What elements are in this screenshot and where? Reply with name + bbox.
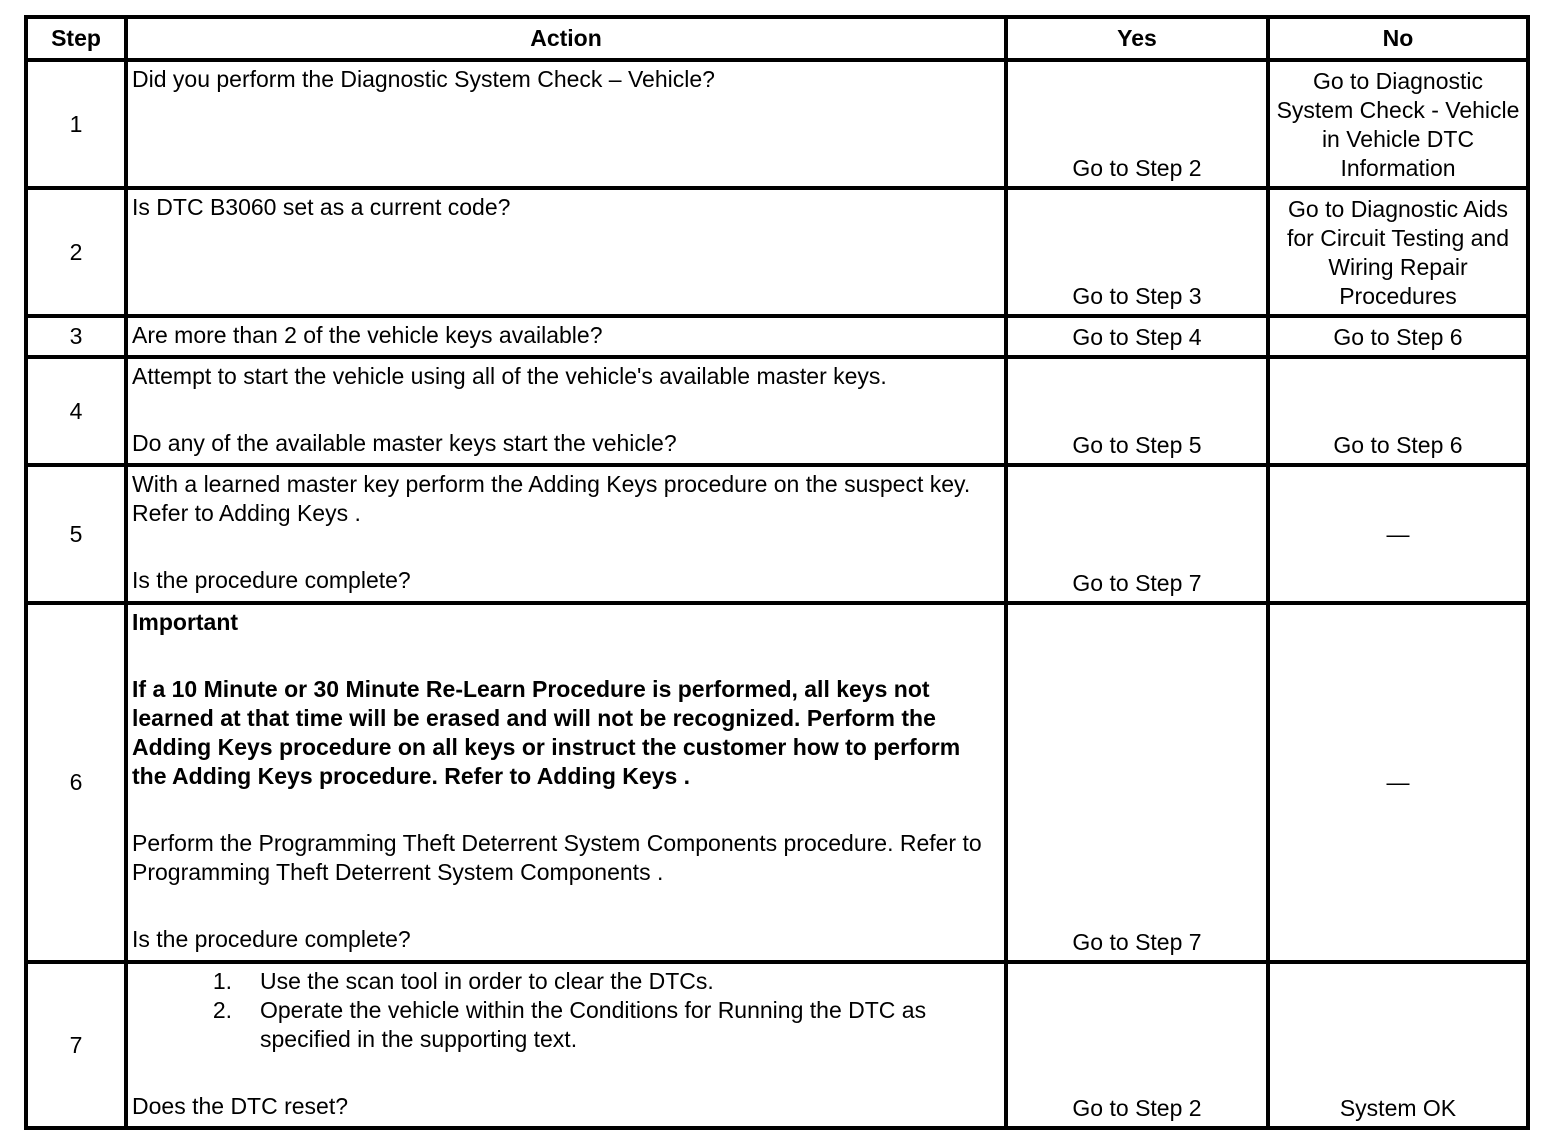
action-cell [126,188,1006,316]
step-number: 5 [26,465,126,603]
table-row [26,962,1528,1128]
action-cell [126,357,1006,465]
numbered-list [132,967,1000,1054]
step-number: 6 [26,603,126,962]
table-row [26,60,1528,188]
action-text: Perform the Programming Theft Deterrent System Components procedure. Refer to Programming Theft Deterrent System Components . [132,830,982,885]
diagnostic-table [24,15,1530,1130]
important-title: Important [132,609,239,635]
action-question: Does the DTC reset? [132,1093,349,1119]
step-number: 4 [26,357,126,465]
no-cell: Go to Step 6 [1268,316,1528,357]
header-row [26,17,1528,60]
action-text: Is DTC B3060 set as a current code? [132,194,511,220]
no-cell: — [1268,603,1528,962]
table-row [26,188,1528,316]
yes-cell: Go to Step 3 [1006,188,1268,316]
no-cell: Go to Diagnostic System Check - Vehicle in Vehicle DTC Information [1268,60,1528,188]
list-number: 2. [212,997,232,1023]
no-cell: — [1268,465,1528,603]
header-no: No [1268,17,1528,60]
step-number: 3 [26,316,126,357]
action-cell [126,465,1006,603]
step-number: 1 [26,60,126,188]
yes-cell: Go to Step 7 [1006,465,1268,603]
yes-cell: Go to Step 7 [1006,603,1268,962]
list-item [132,967,1000,996]
table-row [26,603,1528,962]
list-number: 1. [212,968,232,994]
no-cell: Go to Step 6 [1268,357,1528,465]
yes-cell: Go to Step 5 [1006,357,1268,465]
table-row [26,316,1528,357]
action-cell [126,316,1006,357]
no-cell: System OK [1268,962,1528,1128]
header-action: Action [126,17,1006,60]
action-cell [126,603,1006,962]
no-cell: Go to Diagnostic Aids for Circuit Testing and Wiring Repair Procedures [1268,188,1528,316]
yes-cell: Go to Step 4 [1006,316,1268,357]
action-text: Are more than 2 of the vehicle keys available? [132,322,603,348]
list-text: Operate the vehicle within the Conditions for Running the DTC as specified in the supporting text. [260,997,927,1052]
step-number: 2 [26,188,126,316]
list-item [132,996,1000,1054]
important-text: If a 10 Minute or 30 Minute Re-Learn Procedure is performed, all keys not learned at that time will be erased and will not be recognized. Perform the Adding Keys procedure on all keys or instruct the customer how to perform the Adding Keys procedure. Refer to Adding Keys . [132,676,961,789]
action-question: Do any of the available master keys start the vehicle? [132,430,677,456]
action-question: Is the procedure complete? [132,567,411,593]
list-text: Use the scan tool in order to clear the DTCs. [260,968,714,994]
table-row [26,357,1528,465]
action-cell [126,962,1006,1128]
header-yes: Yes [1006,17,1268,60]
action-cell [126,60,1006,188]
action-text: Attempt to start the vehicle using all of the vehicle's available master keys. [132,363,887,389]
yes-cell: Go to Step 2 [1006,60,1268,188]
table-row [26,465,1528,603]
action-question: Is the procedure complete? [132,926,411,952]
action-text: Did you perform the Diagnostic System Check – Vehicle? [132,66,715,92]
yes-cell: Go to Step 2 [1006,962,1268,1128]
action-text: With a learned master key perform the Adding Keys procedure on the suspect key. Refer to Adding Keys . [132,471,971,526]
step-number: 7 [26,962,126,1128]
header-step: Step [26,17,126,60]
